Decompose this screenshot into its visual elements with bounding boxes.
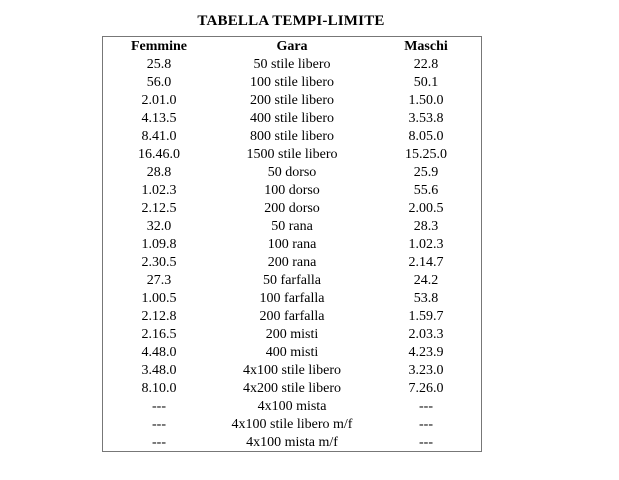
cell-maschi: 28.3 [413, 219, 439, 234]
cell-gara: 50 farfalla [263, 273, 321, 288]
table-row [103, 128, 481, 146]
table-row [103, 416, 481, 434]
header-femmine: Femmine [131, 39, 187, 54]
table-row [103, 200, 481, 218]
cell-femmine: 2.30.5 [141, 255, 177, 270]
cell-femmine: --- [152, 417, 166, 432]
cell-maschi: 8.05.0 [408, 129, 444, 144]
cell-maschi: 4.23.9 [408, 345, 444, 360]
cell-femmine: 2.01.0 [141, 93, 177, 108]
table-row [103, 182, 481, 200]
cell-maschi: 3.23.0 [408, 363, 444, 378]
table-row [103, 272, 481, 290]
table-row [103, 92, 481, 110]
cell-femmine: 28.8 [146, 165, 172, 180]
cell-femmine: 27.3 [146, 273, 172, 288]
cell-gara: 800 stile libero [250, 129, 334, 144]
cell-gara: 200 misti [265, 327, 319, 342]
cell-maschi: 2.00.5 [408, 201, 444, 216]
table-row [103, 326, 481, 344]
table-header-row [103, 38, 481, 56]
table-row [103, 56, 481, 74]
cell-maschi: 24.2 [413, 273, 439, 288]
cell-maschi: 3.53.8 [408, 111, 444, 126]
table-row [103, 164, 481, 182]
cell-femmine: 2.16.5 [141, 327, 177, 342]
cell-gara: 100 dorso [264, 183, 320, 198]
table-row [103, 398, 481, 416]
cell-gara: 200 rana [267, 255, 317, 270]
cell-maschi: 53.8 [413, 291, 439, 306]
cell-femmine: 1.02.3 [141, 183, 177, 198]
cell-femmine: 4.13.5 [141, 111, 177, 126]
cell-gara: 400 misti [265, 345, 319, 360]
cell-maschi: 1.50.0 [408, 93, 444, 108]
cell-gara: 100 rana [267, 237, 317, 252]
cell-maschi: 25.9 [413, 165, 439, 180]
table-row [103, 146, 481, 164]
cell-femmine: 56.0 [146, 75, 172, 90]
cell-femmine: 2.12.8 [141, 309, 177, 324]
cell-gara: 50 stile libero [253, 57, 331, 72]
table-row [103, 218, 481, 236]
table-row [103, 380, 481, 398]
cell-femmine: 1.09.8 [141, 237, 177, 252]
cell-gara: 4x100 mista m/f [246, 435, 338, 450]
table-row [103, 308, 481, 326]
table-row [103, 74, 481, 92]
cell-maschi: 50.1 [413, 75, 439, 90]
time-limits-table [102, 36, 482, 452]
cell-femmine: 8.10.0 [141, 381, 177, 396]
table-row [103, 290, 481, 308]
table-row [103, 434, 481, 452]
cell-maschi: --- [419, 417, 433, 432]
cell-femmine: 25.8 [146, 57, 172, 72]
cell-femmine: 3.48.0 [141, 363, 177, 378]
cell-gara: 400 stile libero [250, 111, 334, 126]
header-gara: Gara [276, 39, 308, 54]
cell-maschi: 1.59.7 [408, 309, 444, 324]
cell-maschi: --- [419, 399, 433, 414]
cell-gara: 50 rana [271, 219, 313, 234]
cell-maschi: 2.03.3 [408, 327, 444, 342]
cell-femmine: 8.41.0 [141, 129, 177, 144]
cell-gara: 200 farfalla [259, 309, 325, 324]
cell-maschi: 1.02.3 [408, 237, 444, 252]
cell-femmine: 16.46.0 [138, 147, 180, 162]
cell-femmine: 2.12.5 [141, 201, 177, 216]
table-row [103, 344, 481, 362]
cell-femmine: 4.48.0 [141, 345, 177, 360]
header-maschi: Maschi [404, 39, 448, 54]
cell-gara: 4x100 stile libero [243, 363, 341, 378]
cell-gara: 4x100 stile libero m/f [231, 417, 353, 432]
cell-maschi: 2.14.7 [408, 255, 444, 270]
cell-gara: 100 farfalla [259, 291, 325, 306]
cell-gara: 200 dorso [264, 201, 320, 216]
cell-femmine: --- [152, 399, 166, 414]
cell-gara: 100 stile libero [250, 75, 334, 90]
cell-femmine: --- [152, 435, 166, 450]
table-row [103, 110, 481, 128]
cell-femmine: 1.00.5 [141, 291, 177, 306]
cell-gara: 1500 stile libero [246, 147, 338, 162]
table-row [103, 362, 481, 380]
cell-gara: 4x200 stile libero [243, 381, 341, 396]
cell-maschi: 7.26.0 [408, 381, 444, 396]
cell-maschi: 15.25.0 [405, 147, 447, 162]
table-row [103, 254, 481, 272]
cell-maschi: --- [419, 435, 433, 450]
cell-femmine: 32.0 [146, 219, 172, 234]
cell-maschi: 22.8 [413, 57, 439, 72]
cell-gara: 200 stile libero [250, 93, 334, 108]
cell-maschi: 55.6 [413, 183, 439, 198]
cell-gara: 4x100 mista [257, 399, 327, 414]
table-row [103, 236, 481, 254]
page-title: TABELLA TEMPI-LIMITE [197, 13, 385, 29]
cell-gara: 50 dorso [267, 165, 317, 180]
